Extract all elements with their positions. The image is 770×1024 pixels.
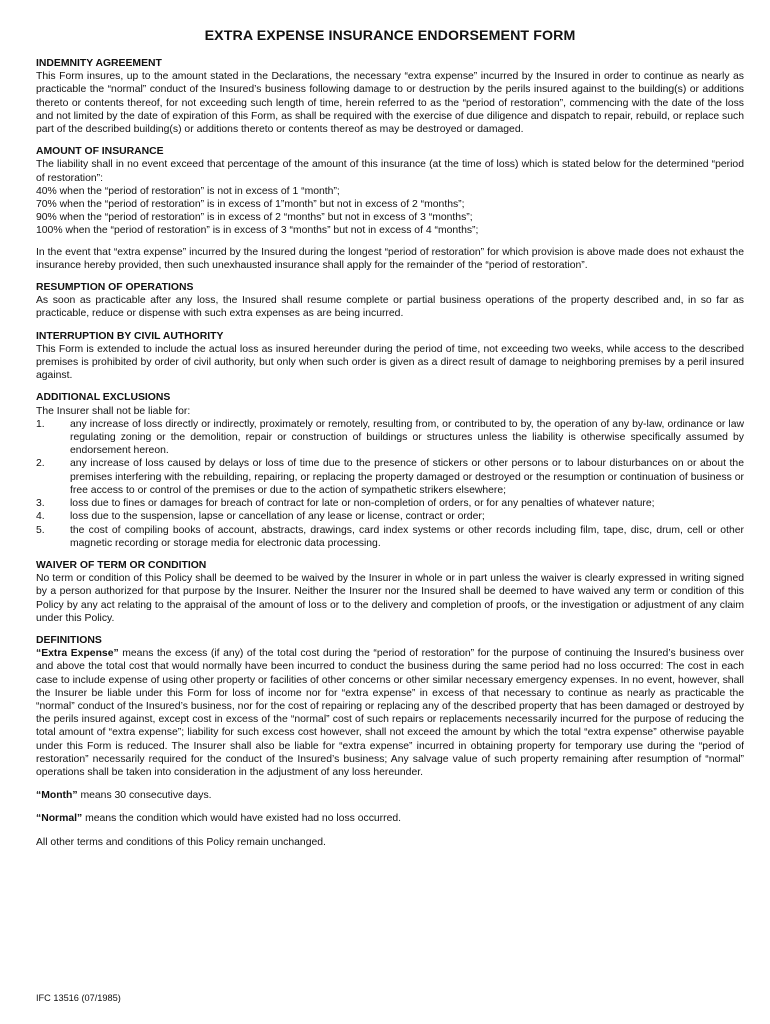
exclusions-heading: ADDITIONAL EXCLUSIONS	[36, 392, 171, 404]
exclusion-item	[36, 418, 744, 458]
waiver-text: No term or condition of this Policy shall be deemed to be waived by the Insurer in whole or in part unless the waiver is clearly expressed in writing signed by a person authorized for that purpose by the Insurer. Neither the Insurer nor the Insured shall be deemed to have waived any term or condition of this Policy by any act relating to the appraisal of the amount of loss or to the delivery and completion of proofs, or the investigation or adjustment of any claim under this Policy.	[36, 573, 744, 624]
definition-text: means the excess (if any) of the total cost during the “period of restoration” for the purpose of continuing the Insured’s business over and above the total cost that would normally have been incurred to conduct the business during the same period had no loss occurred: The cost in each case to include expense of using other property or facilities of other concerns or other similar necessary emergency expenses. In no event, however, shall the Insurer be liable under this Form for loss of income nor for “extra expense” in excess of that necessary to continue as nearly as practicable the “normal” conduct of the Insured’s business, nor for the cost of repairing or replacing any of the described property that has been damaged or destroyed by the perils insured against, except cost in excess of the “normal” cost of such repairs or replacements necessarily incurred for the purpose of reducing the total amount of “extra expense”; liability for such excess cost however, shall not exceed the amount by which the total “extra expense” otherwise payable under this Form is reduced. The Insurer shall also be liable for “extra expense” incurred in obtaining property for temporary use during the “period of restoration” necessarily required for the conduct of the Insured’s business; Any salvage value of such property remaining after resumption of “normal” operations shall be taken into consideration in the adjustment of any loss hereunder.	[36, 648, 744, 778]
definitions-section	[36, 634, 744, 849]
exclusion-number: 4.	[36, 511, 45, 523]
exclusion-text: loss due to fines or damages for breach of contract for late or non-completion of orders, or for any penalties of whatever nature;	[70, 498, 655, 510]
definition-term: “Month”	[36, 790, 78, 802]
amount-line: 100% when the “period of restoration” is in excess of 3 “months” but not in excess of 4 “months”;	[36, 225, 479, 237]
definition-month	[36, 789, 744, 802]
exclusion-number: 2.	[36, 458, 45, 470]
exclusion-text: any increase of loss caused by delays or loss of time due to the presence of stickers or other persons or to labour disturbances on or about the premises interfering with the rebuilding, repairing, or replacing the property damaged or destroyed or the resumption or continuation of business or free access to or control of the premises or due to the action of sympathetic strikers elsewhere;	[70, 458, 744, 496]
exclusion-number: 5.	[36, 524, 45, 536]
civil-authority-heading: INTERRUPTION BY CIVIL AUTHORITY	[36, 330, 224, 342]
resumption-heading: RESUMPTION OF OPERATIONS	[36, 282, 194, 294]
exclusions-list	[36, 418, 744, 550]
resumption-section	[36, 281, 744, 321]
indemnity-section	[36, 57, 744, 136]
exclusion-item	[36, 497, 744, 510]
resumption-text: As soon as practicable after any loss, the Insured shall resume complete or partial business operations of the property described and, in so far as practicable, reduce or dispense with such extra expenses as are being incurred.	[36, 295, 744, 320]
exclusion-number: 3.	[36, 498, 45, 510]
amount-line: 70% when the “period of restoration” is in excess of 1”month” but not in excess of 2 “months”;	[36, 199, 465, 211]
closing-statement: All other terms and conditions of this Policy remain unchanged.	[36, 836, 326, 848]
definition-text: means 30 consecutive days.	[77, 790, 212, 802]
indemnity-heading: INDEMNITY AGREEMENT	[36, 58, 162, 69]
definition-extra-expense	[36, 647, 744, 779]
definition-normal	[36, 812, 744, 825]
exclusion-text: loss due to the suspension, lapse or cancellation of any lease or license, contract or order;	[70, 511, 485, 523]
waiver-heading: WAIVER OF TERM OR CONDITION	[36, 559, 207, 571]
definition-text: means the condition which would have existed had no loss occurred.	[82, 813, 402, 825]
amount-line: 40% when the “period of restoration” is not in excess of 1 “month”;	[36, 185, 340, 197]
exclusion-item	[36, 510, 744, 523]
waiver-section	[36, 559, 744, 625]
exclusion-item	[36, 457, 744, 497]
definition-term: “Normal”	[36, 813, 83, 825]
amount-line: 90% when the “period of restoration” is in excess of 2 “months” but not in excess of 3 “months”;	[36, 212, 473, 224]
exclusion-text: the cost of compiling books of account, abstracts, drawings, card index systems or other records including film, tape, disc, drum, cell or other magnetic recording or storage media for electronic data processing.	[70, 524, 744, 549]
form-content	[36, 27, 744, 858]
civil-authority-text: This Form is extended to include the actual loss as insured hereunder during the period of time, not exceeding two weeks, while access to the described premises is prohibited by order of civil authority, but only when such order is given as a direct result of damage to neighboring premises by a peril insured against.	[36, 343, 744, 382]
civil-authority-section	[36, 330, 744, 383]
exclusions-section	[36, 391, 744, 549]
form-code-footer: IFC 13516 (07/1985)	[36, 993, 121, 1003]
form-title: EXTRA EXPENSE INSURANCE ENDORSEMENT FORM	[204, 28, 576, 44]
definitions-heading: DEFINITIONS	[36, 634, 102, 646]
amount-closing: In the event that “extra expense” incurred by the Insured during the longest “period of restoration” for which provision is above made does not exhaust the insurance hereby provided, then such unexhausted insurance shall apply for the remainder of the “period of restoration”.	[36, 246, 744, 271]
exclusion-text: any increase of loss directly or indirectly, proximately or remotely, resulting from, or contributed to by, the operation of any by-law, ordinance or law regulating zoning or the demolition, repair or construction of buildings or structures unless the liability is otherwise specifically assumed by endorsement hereon.	[70, 418, 744, 457]
amount-intro: The liability shall in no event exceed that percentage of the amount of this insurance (at the time of loss) which is stated below for the determined “period of restoration”:	[36, 159, 744, 184]
exclusions-intro: The Insurer shall not be liable for:	[36, 405, 191, 417]
exclusion-number: 1.	[36, 418, 45, 430]
exclusion-item	[36, 524, 744, 550]
amount-section	[36, 145, 744, 272]
amount-heading: AMOUNT OF INSURANCE	[36, 146, 164, 158]
indemnity-text: This Form insures, up to the amount stated in the Declarations, the necessary “extra expense” incurred by the Insured in order to continue as nearly as practicable the “normal” conduct of the Insured’s business following damage to or destruction by the perils insured against to the building(s) or additions thereto or contents thereof, for not exceeding such length of time, herein referred to as the “period of restoration”, commencing with the date of the loss and not limited by the date of expiration of this Form, as shall be required with the exercise of due diligence and dispatch to repair, rebuild, or replace such part of the described building(s) or additions thereto or contents thereof as may be destroyed or damaged.	[36, 71, 744, 136]
definition-term: “Extra Expense”	[36, 648, 119, 660]
amount-lines	[36, 185, 744, 238]
